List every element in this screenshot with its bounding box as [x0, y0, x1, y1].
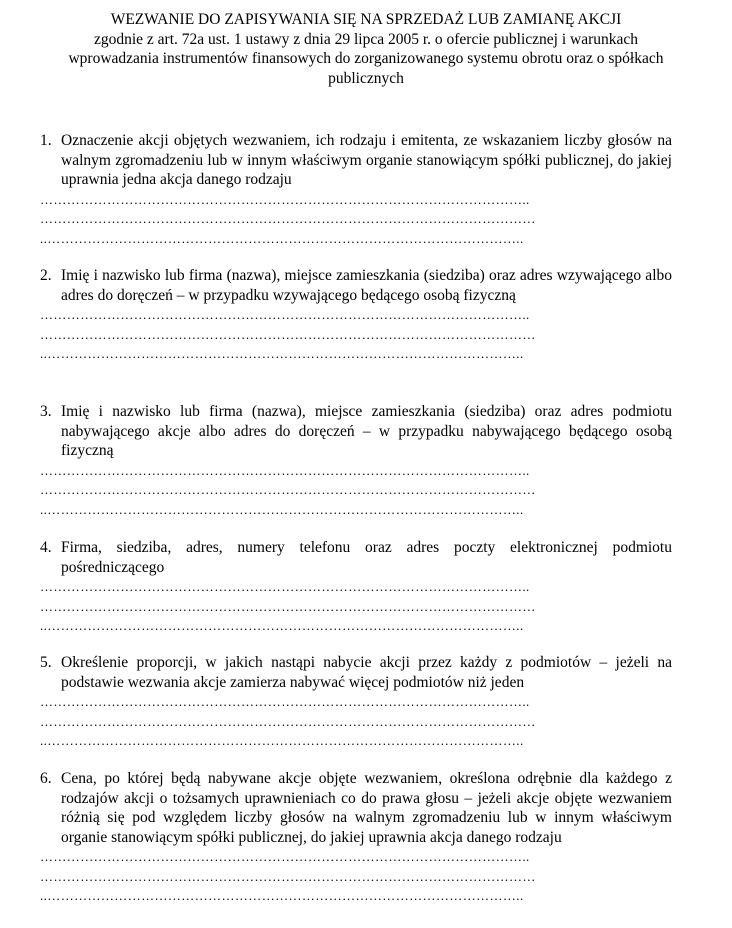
fill-line: ..…………………………………………………………………………………………….. — [40, 888, 524, 903]
fill-line: ..…………………………………………………………………………………………….. — [40, 230, 524, 246]
fill-line: ..…………………………………………………………………………………………….. — [40, 733, 524, 748]
item-text: Firma, siedziba, adres, numery telefonu oraz adres poczty elektronicznej podmiotu pośredniczącego — [61, 539, 672, 576]
fill-line: ………………………………………………………………………………………………… — [40, 326, 536, 342]
item-2 — [40, 266, 672, 305]
fill-line: ……………………………………………………………………………………………….. — [40, 579, 530, 594]
fill-line: ……………………………………………………………………………………………….. — [40, 191, 530, 207]
item-number: 1. — [40, 132, 52, 149]
fill-line: ……………………………………………………………………………………………….. — [40, 849, 530, 864]
document-header — [40, 10, 692, 88]
item-3 — [40, 402, 672, 461]
item-number: 2. — [40, 267, 52, 284]
item-1 — [40, 131, 672, 190]
section-4 — [40, 538, 672, 636]
section-5 — [40, 653, 672, 751]
fill-line: ……………………………………………………………………………………………….. — [40, 462, 530, 478]
section-6 — [40, 769, 672, 906]
item-number: 3. — [40, 403, 52, 420]
fill-line: ..…………………………………………………………………………………………….. — [40, 501, 524, 517]
item-text: Imię i nazwisko lub firma (nazwa), miejsce zamieszkania (siedziba) oraz adres podmiotu nabywającego akcje albo adres do doręczeń – w przypadku nabywającego będącego osobą fizyczną — [61, 403, 672, 459]
item-4 — [40, 538, 672, 577]
fill-line: ..…………………………………………………………………………………………….. — [40, 346, 524, 361]
fill-line: ..…………………………………………………………………………………………….. — [40, 618, 524, 633]
item-number: 6. — [40, 770, 52, 787]
fill-line: ………………………………………………………………………………………………… — [40, 211, 536, 226]
fill-line: ………………………………………………………………………………………………… — [40, 868, 536, 884]
item-number: 5. — [40, 654, 52, 671]
document-subtitle: zgodnie z art. 72a ust. 1 ustawy z dnia 29 lipca 2005 r. o ofercie publicznej i warunkach wprowadzania instrumentów finansowych do zorganizowanego systemu obrotu oraz o spółkach publicznych — [68, 30, 664, 87]
fill-line: ………………………………………………………………………………………………… — [40, 482, 536, 497]
item-text: Cena, po której będą nabywane akcje objęte wezwaniem, określona odrębnie dla każdego z rodzajów akcji o tożsamych uprawnieniach co do prawa głosu – jeżeli akcje objęte wezwaniem różnią się pod względem liczby głosów na walnym zgromadzeniu lub w innym właściwym organie stanowiącym spółki publicznej, do jakiej uprawnia akcja danego rodzaju — [61, 770, 672, 846]
item-6 — [40, 769, 672, 847]
document-title: WEZWANIE DO ZAPISYWANIA SIĘ NA SPRZEDAŻ LUB ZAMIANĘ AKCJI — [110, 11, 622, 28]
section-3 — [40, 402, 672, 519]
fill-line: ………………………………………………………………………………………………… — [40, 598, 536, 614]
fill-line: ……………………………………………………………………………………………….. — [40, 307, 530, 322]
section-1 — [40, 131, 672, 248]
fill-line: ………………………………………………………………………………………………… — [40, 713, 536, 729]
item-text: Oznaczenie akcji objętych wezwaniem, ich rodzaju i emitenta, ze wskazaniem liczby głosów na walnym zgromadzeniu lub w innym właściwym organie stanowiącym spółki publicznej, do jakiej uprawnia jedna akcja danego rodzaju — [61, 132, 672, 188]
item-5 — [40, 653, 672, 692]
item-number: 4. — [40, 539, 52, 556]
section-2 — [40, 266, 672, 364]
fill-line: ……………………………………………………………………………………………….. — [40, 694, 530, 709]
item-text: Imię i nazwisko lub firma (nazwa), miejsce zamieszkania (siedziba) oraz adres wzywającego albo adres do doręczeń – w przypadku wzywającego będącego osobą fizyczną — [61, 267, 672, 304]
item-text: Określenie proporcji, w jakich nastąpi nabycie akcji przez każdy z podmiotów – jeżeli na podstawie wezwania akcje zamierza nabywać więcej podmiotów niż jeden — [61, 654, 672, 691]
